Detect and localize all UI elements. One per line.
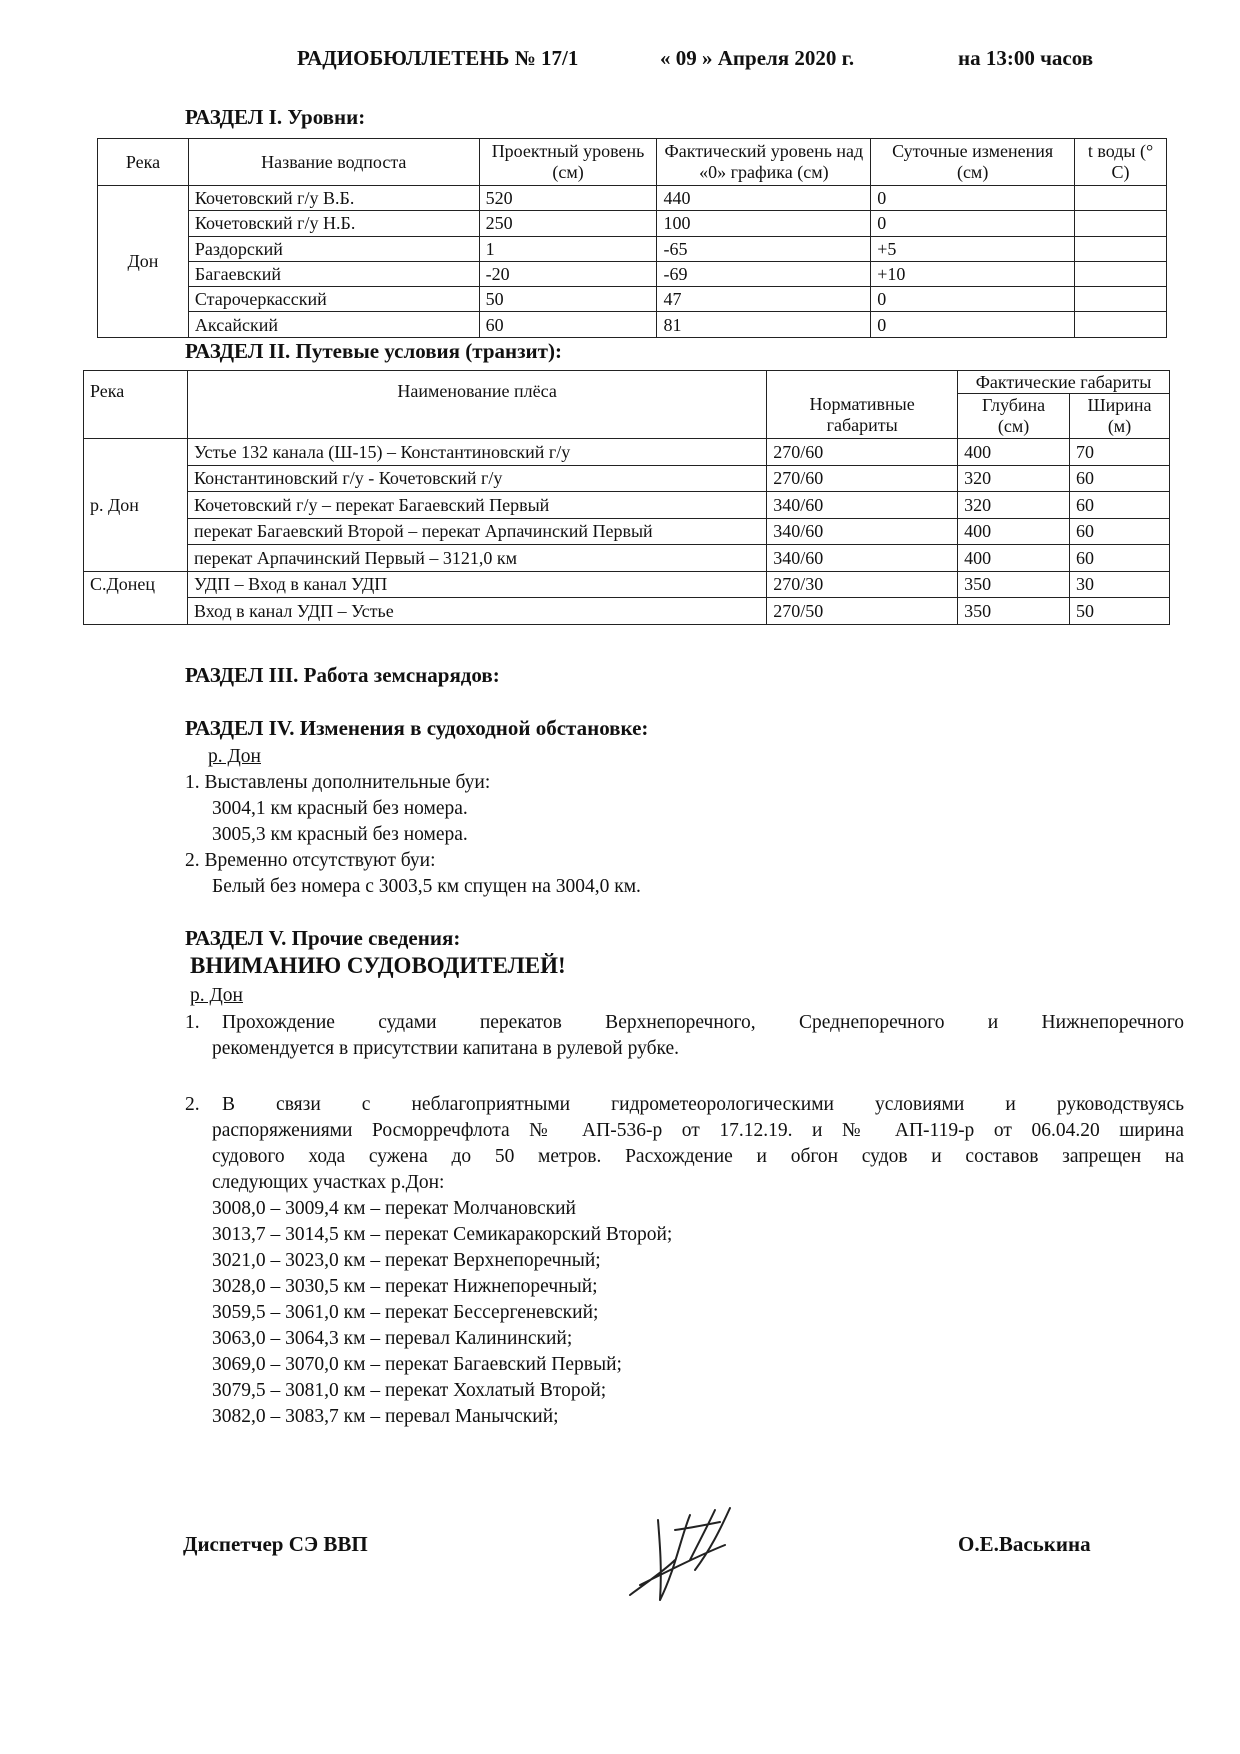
col-project-level: Проектный уровень (см) [479, 139, 657, 186]
list-item: 3079,5 – 3081,0 км – перекат Хохлатый Второй; [212, 1380, 607, 1401]
col-river: Река [98, 139, 189, 186]
notice-text: распоряжениями Росморречфлота № АП-536-р от 17.12.19. и № АП-119-р от 06.04.20 ширина [212, 1120, 1184, 1141]
post-name: Багаевский [188, 261, 479, 286]
actual-level: 81 [657, 312, 871, 337]
water-temp [1075, 186, 1167, 211]
depth: 350 [958, 571, 1070, 598]
stretch-name: Константиновский г/у - Кочетовский г/у [187, 465, 766, 492]
stretch-name: перекат Багаевский Второй – перекат Арпачинский Первый [187, 518, 766, 545]
actual-level: 440 [657, 186, 871, 211]
list-item: 3005,3 км красный без номера. [212, 824, 468, 845]
daily-change: 0 [871, 287, 1075, 312]
daily-change: +10 [871, 261, 1075, 286]
col-norm-dimensions: Нормативные габариты [767, 371, 958, 439]
section3-title: РАЗДЕЛ III. Работа земснарядов: [185, 663, 500, 687]
notice-text: судового хода сужена до 50 метров. Расхождение и обгон судов и составов запрещен на [212, 1146, 1184, 1167]
list-item: 3028,0 – 3030,5 км – перекат Нижнепоречный; [212, 1276, 598, 1297]
list-item: 3069,0 – 3070,0 км – перекат Багаевский Первый; [212, 1354, 622, 1375]
bulletin-time: на 13:00 часов [958, 46, 1094, 70]
notice-text: следующих участках р.Дон: [212, 1172, 445, 1193]
water-temp [1075, 287, 1167, 312]
table-row [84, 492, 1170, 519]
section2-title: РАЗДЕЛ II. Путевые условия (транзит): [185, 339, 562, 363]
col-actual-dimensions: Фактические габариты [958, 371, 1170, 394]
daily-change: 0 [871, 211, 1075, 236]
signer-name: О.Е.Васькина [958, 1532, 1091, 1556]
stretch-name: УДП – Вход в канал УДП [187, 571, 766, 598]
norm-dimensions: 340/60 [767, 492, 958, 519]
item-number: 2. [185, 1094, 200, 1115]
notice-text: Прохождение судами перекатов Верхнепоречного, Среднепоречного и Нижнепоречного [222, 1012, 1184, 1033]
bulletin-date: « 09 » Апреля 2020 г. [660, 46, 855, 70]
bulletin-title: РАДИОБЮЛЛЕТЕНЬ № 17/1 [297, 46, 579, 70]
list-item: 3021,0 – 3023,0 км – перекат Верхнепоречный; [212, 1250, 601, 1271]
col-daily-change: Суточные изменения (см) [871, 139, 1075, 186]
attention-heading: ВНИМАНИЮ СУДОВОДИТЕЛЕЙ! [190, 953, 566, 978]
table-row [98, 236, 1167, 261]
water-temp [1075, 236, 1167, 261]
depth: 320 [958, 465, 1070, 492]
depth: 350 [958, 598, 1070, 625]
list-item: 3059,5 – 3061,0 км – перекат Бессергеневский; [212, 1302, 599, 1323]
norm-dimensions: 270/60 [767, 465, 958, 492]
post-name: Аксайский [188, 312, 479, 337]
list-item: 3013,7 – 3014,5 км – перекат Семикаракорский Второй; [212, 1224, 673, 1245]
section4-river: р. Дон [208, 746, 261, 767]
water-temp [1075, 261, 1167, 286]
col-water-temp: t воды (° С) [1075, 139, 1167, 186]
route-header-row [84, 371, 1170, 394]
list-item: 3063,0 – 3064,3 км – перевал Калининский; [212, 1328, 573, 1349]
stretch-name: Вход в канал УДП – Устье [187, 598, 766, 625]
depth: 400 [958, 518, 1070, 545]
table-row [98, 287, 1167, 312]
table-row [84, 439, 1170, 466]
table-row [84, 571, 1170, 598]
actual-level: 47 [657, 287, 871, 312]
river-cell: р. Дон [84, 439, 188, 572]
depth: 400 [958, 545, 1070, 572]
levels-header-row [98, 139, 1167, 186]
table-row [84, 465, 1170, 492]
post-name: Кочетовский г/у Н.Б. [188, 211, 479, 236]
col-post-name: Название водпоста [188, 139, 479, 186]
width: 50 [1070, 598, 1170, 625]
section4-title: РАЗДЕЛ IV. Изменения в судоходной обстановке: [185, 716, 649, 740]
item-number: 1. [185, 1012, 200, 1033]
col-stretch: Наименование плёса [187, 371, 766, 439]
project-level: 60 [479, 312, 657, 337]
width: 60 [1070, 465, 1170, 492]
stretch-name: Устье 132 канала (Ш-15) – Константиновский г/у [187, 439, 766, 466]
section5-title: РАЗДЕЛ V. Прочие сведения: [185, 926, 461, 950]
post-name: Старочеркасский [188, 287, 479, 312]
notice-text: рекомендуется в присутствии капитана в рулевой рубке. [212, 1038, 680, 1059]
daily-change: 0 [871, 186, 1075, 211]
post-name: Раздорский [188, 236, 479, 261]
col-actual-level: Фактический уровень над «0» графика (см) [657, 139, 871, 186]
route-conditions-table [83, 370, 1170, 625]
post-name: Кочетовский г/у В.Б. [188, 186, 479, 211]
width: 60 [1070, 492, 1170, 519]
table-row [98, 211, 1167, 236]
daily-change: 0 [871, 312, 1075, 337]
list-item: 3004,1 км красный без номера. [212, 798, 468, 819]
section4-item2: 2. Временно отсутствуют буи: [185, 850, 436, 871]
actual-level: -69 [657, 261, 871, 286]
daily-change: +5 [871, 236, 1075, 261]
river-cell: С.Донец [84, 571, 188, 624]
table-row [98, 186, 1167, 211]
list-item: 3082,0 – 3083,7 км – перевал Манычский; [212, 1406, 559, 1427]
list-item: 3008,0 – 3009,4 км – перекат Молчановский [212, 1198, 576, 1219]
norm-dimensions: 340/60 [767, 545, 958, 572]
levels-table [97, 138, 1167, 338]
depth: 400 [958, 439, 1070, 466]
width: 30 [1070, 571, 1170, 598]
table-row [98, 312, 1167, 337]
width: 60 [1070, 545, 1170, 572]
table-row [98, 261, 1167, 286]
norm-dimensions: 270/30 [767, 571, 958, 598]
river-cell: Дон [98, 186, 189, 338]
col-depth: Глубина (см) [958, 394, 1070, 439]
project-level: 520 [479, 186, 657, 211]
stretch-name: Кочетовский г/у – перекат Багаевский Первый [187, 492, 766, 519]
width: 70 [1070, 439, 1170, 466]
col-width: Ширина (м) [1070, 394, 1170, 439]
table-row [84, 598, 1170, 625]
actual-level: 100 [657, 211, 871, 236]
table-row [84, 518, 1170, 545]
section4-item1: 1. Выставлены дополнительные буи: [185, 772, 491, 793]
norm-dimensions: 340/60 [767, 518, 958, 545]
project-level: 250 [479, 211, 657, 236]
water-temp [1075, 211, 1167, 236]
col-river: Река [84, 371, 188, 439]
section5-river: р. Дон [190, 985, 243, 1006]
signer-position: Диспетчер СЭ ВВП [183, 1532, 368, 1556]
list-item: Белый без номера с 3003,5 км спущен на 3004,0 км. [212, 876, 641, 897]
water-temp [1075, 312, 1167, 337]
width: 60 [1070, 518, 1170, 545]
stretch-name: перекат Арпачинский Первый – 3121,0 км [187, 545, 766, 572]
actual-level: -65 [657, 236, 871, 261]
section1-title: РАЗДЕЛ I. Уровни: [185, 105, 366, 129]
signature-icon [620, 1500, 750, 1610]
table-row [84, 545, 1170, 572]
norm-dimensions: 270/50 [767, 598, 958, 625]
project-level: -20 [479, 261, 657, 286]
project-level: 1 [479, 236, 657, 261]
notice-text: В связи с неблагоприятными гидрометеорологическими условиями и руководствуясь [222, 1094, 1184, 1115]
project-level: 50 [479, 287, 657, 312]
norm-dimensions: 270/60 [767, 439, 958, 466]
depth: 320 [958, 492, 1070, 519]
